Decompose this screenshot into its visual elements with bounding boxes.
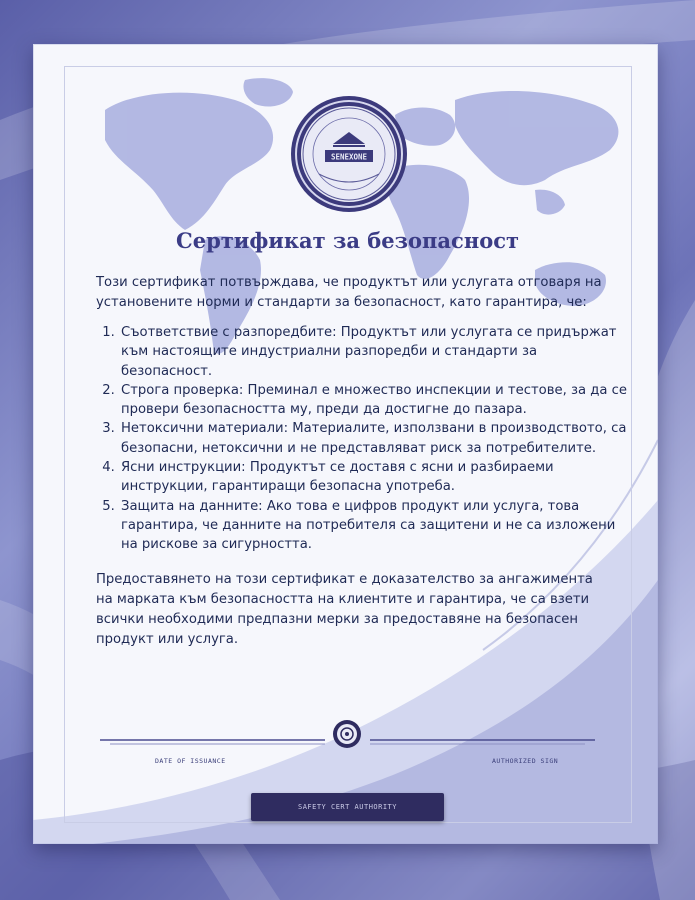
intro-paragraph: Този сертификат потвърждава, че продуктът или услугата отговаря на установените норми и стандарти за безопасност, като гарантира, че: [96,275,602,310]
footer-band: SAFETY CERT AUTHORITY [251,793,444,821]
list-item: 1. Съответствие с разпоредбите: Продуктът или услугата се придържат към настоящите индустриални разпоредби и стандарти за безопасност. [119,323,627,381]
emblem-seal [289,94,409,214]
list-item: 5. Защита на данните: Ако това е цифров продукт или услуга, това гарантира, че данните на потребителя са защитени и не са изложени на рискове за сигурността. [119,497,627,555]
closing-paragraph: Предоставянето на този сертификат е доказателство за ангажимента на марката към безопасността на клиентите и гарантира, че са взети всички необходими предпазни мерки за предоставяне на безопасен продукт или услуга. [96,572,593,647]
seal-text: SENEXONE [330,152,368,162]
list-item: 3. Нетоксични материали: Материалите, използвани в производството, са безопасни, нетоксични и не представляват риск за потребителите. [119,419,627,458]
left-signature-label: DATE OF ISSUANCE [155,757,226,765]
certificate-title: Сертификат за безопасност [176,228,519,253]
list-item: 2. Строга проверка: Преминал е множество инспекции и тестове, за да се провери безопасността му, преди да достигне до пазара. [119,381,627,420]
list-item: 4. Ясни инструкции: Продуктът се доставя с ясни и разбираеми инструкции, гарантиращи безопасна употреба. [119,458,627,497]
requirements-list [98,323,627,555]
right-signature-label: AUTHORIZED SIGN [492,757,559,765]
